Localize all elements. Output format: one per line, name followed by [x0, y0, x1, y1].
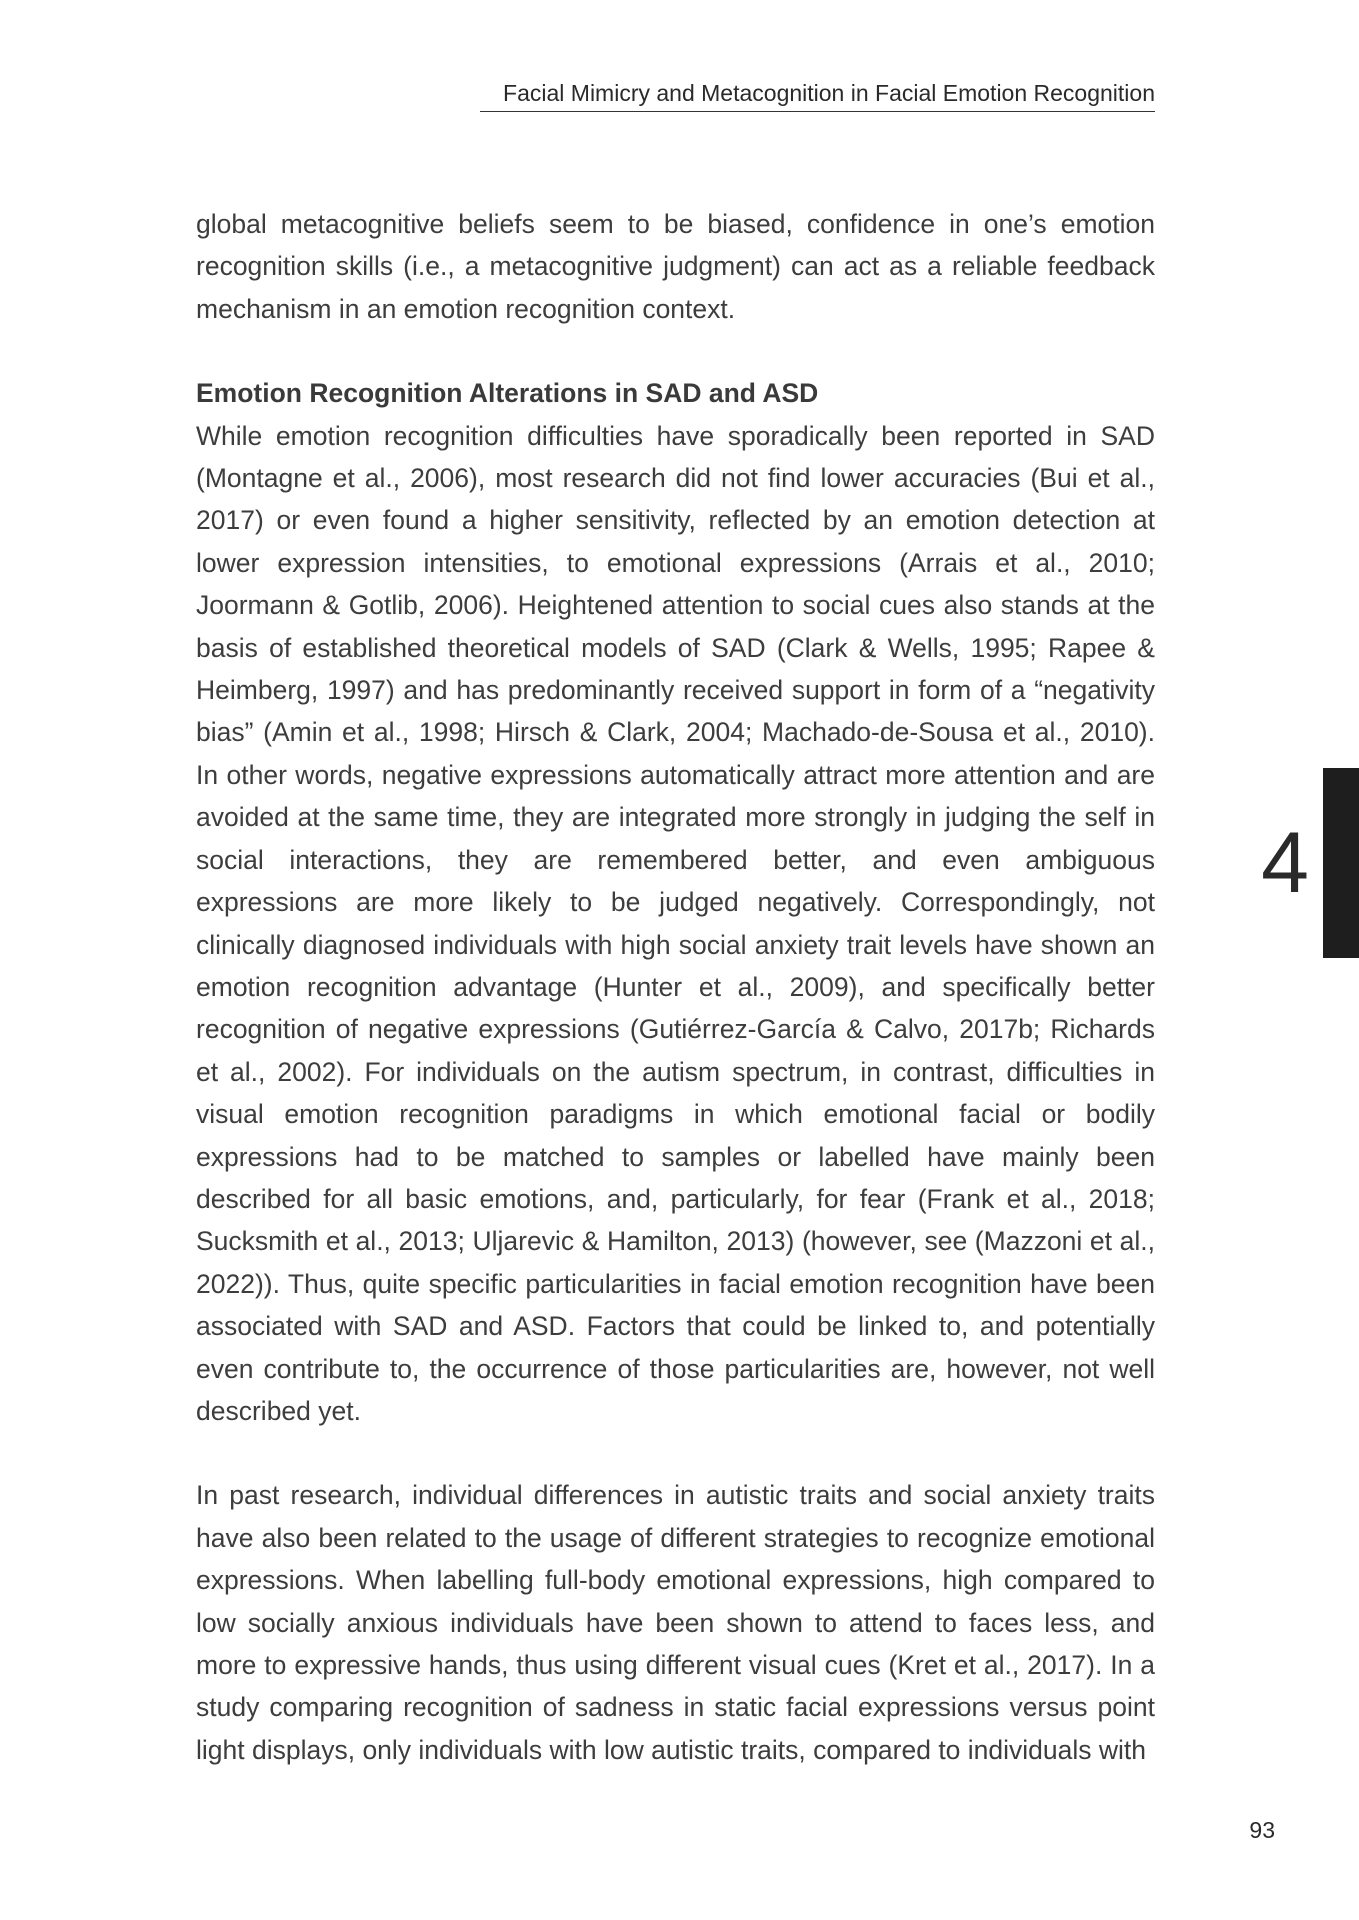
paragraph-intro: global metacognitive beliefs seem to be biased, confidence in one’s emotion recognition skills (i.e., a metacognitive judgment) can act as a reliable feedback mechanism in an emotion recognition context. [196, 209, 1155, 324]
section-heading: Emotion Recognition Alterations in SAD and ASD [196, 378, 819, 409]
chapter-number: 4 [1261, 815, 1309, 911]
chapter-tab-marker [1323, 768, 1359, 958]
page-number: 93 [1249, 1817, 1275, 1843]
paragraph-sad-asd: While emotion recognition difficulties have sporadically been reported in SAD (Montagne et al., 2006), most research did not find lower accuracies (Bui et al., 2017) or even found a higher sensitivity, reflected by an emotion detection at lower expression intensities, to emotional expressions (Arrais et al., 2010; Joormann & Gotlib, 2006). Heightened attention to social cues also stands at the basis of established theoretical models of SAD (Clark & Wells, 1995; Rapee & Heimberg, 1997) and has predominantly received support in form of a “negativity bias” (Amin et al., 1998; Hirsch & Clark, 2004; Machado-de-Sousa et al., 2010). In other words, negative expressions automatically attract more attention and are avoided at the same time, they are integrated more strongly in judging the self in social interactions, they are remembered better, and even ambiguous expressions are more likely to be judged negatively. Correspondingly, not clinically diagnosed individuals with high social anxiety trait levels have shown an emotion recognition advantage (Hunter et al., 2009), and specifically better recognition of negative expressions (Gutiérrez-García & Calvo, 2017b; Richards et al., 2002). For individuals on the autism spectrum, in contrast, difficulties in visual emotion recognition paradigms in which emotional facial or bodily expressions had to be matched to samples or labelled have mainly been described for all basic emotions, and, particularly, for fear (Frank et al., 2018; Sucksmith et al., 2013; Uljarevic & Hamilton, 2013) (however, see (Mazzoni et al., 2022)). Thus, quite specific particularities in facial emotion recognition have been associated with SAD and ASD. Factors that could be linked to, and potentially even contribute to, the occurrence of those particularities are, however, not well described yet. [196, 420, 1155, 1426]
running-header-title: Facial Mimicry and Metacognition in Facial Emotion Recognition [480, 80, 1155, 112]
main-text-column [196, 203, 1155, 1771]
paragraph-past-research: In past research, individual differences in autistic traits and social anxiety traits have also been related to the usage of different strategies to recognize emotional expressions. When labelling full-body emotional expressions, high compared to low socially anxious individuals have been shown to attend to faces less, and more to expressive hands, thus using different visual cues (Kret et al., 2017). In a study comparing recognition of sadness in static facial expressions versus point light displays, only individuals with low autistic traits, compared to individuals with [196, 1480, 1155, 1765]
